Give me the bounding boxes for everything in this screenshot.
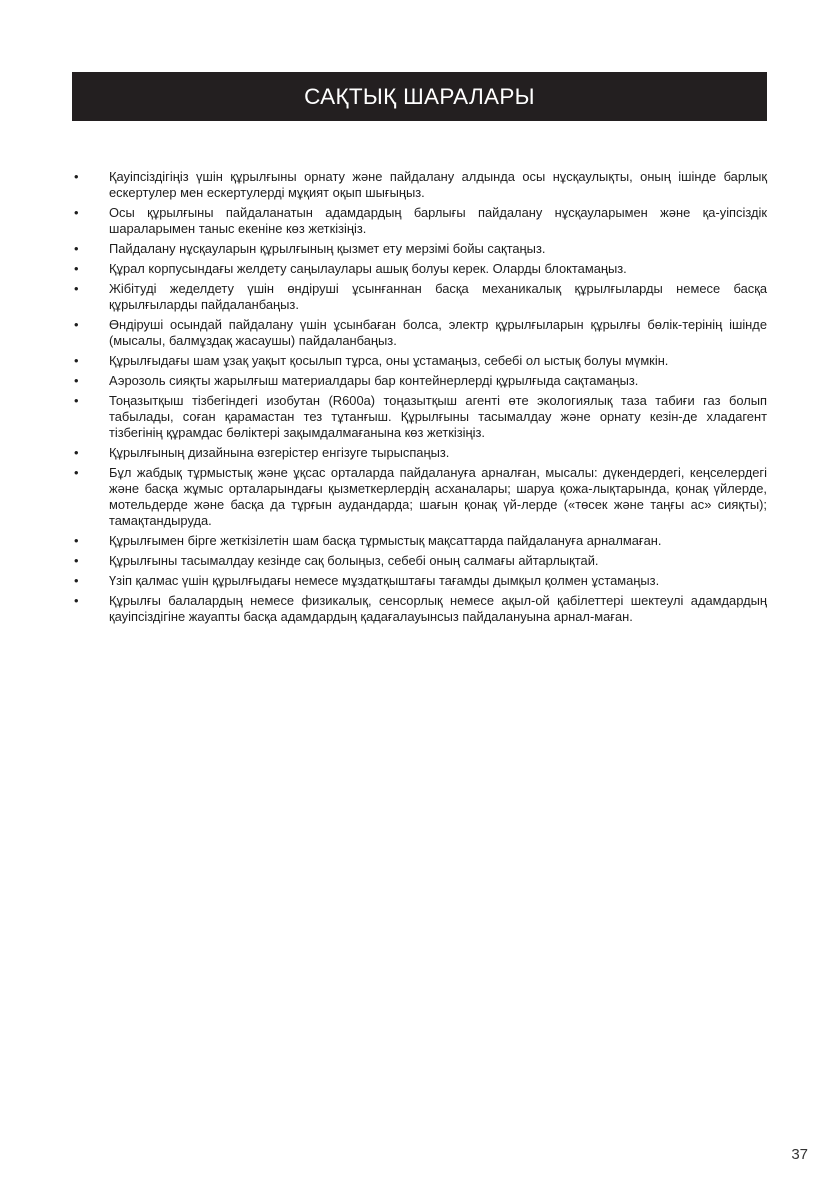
list-item-text: Құрылғыны тасымалдау кезінде сақ болыңыз, себебі оның салмағы айтарлықтай. bbox=[109, 553, 599, 568]
list-item bbox=[72, 373, 767, 389]
bullet-icon: • bbox=[74, 533, 79, 548]
bullet-icon: • bbox=[74, 241, 79, 256]
list-item bbox=[72, 205, 767, 237]
list-item bbox=[72, 317, 767, 349]
list-item-text: Бұл жабдық тұрмыстық және ұқсас орталарда пайдалануға арналған, мысалы: дүкендердегі, кеңселердегі және басқа жұмыс орталарындағы қызметкерлердің асханалары; шаруа қожа-лықтарында, қонақ үйлерде, мотельдерде және басқа да тұрғын аудандарда; шағын қонақ үй-лерде («төсек және таңғы ас» сияқты); тамақтандыруда. bbox=[109, 465, 767, 528]
bullet-icon: • bbox=[74, 373, 79, 388]
list-item-text: Құрал корпусындағы желдету саңылаулары ашық болуы керек. Оларды блоктамаңыз. bbox=[109, 261, 627, 276]
list-item-text: Құрылғымен бірге жеткізілетін шам басқа тұрмыстық мақсаттарда пайдалануға арналмаған. bbox=[109, 533, 662, 548]
list-item bbox=[72, 573, 767, 589]
bullet-icon: • bbox=[74, 205, 79, 220]
bullet-icon: • bbox=[74, 169, 79, 184]
page-number: 37 bbox=[791, 1146, 808, 1163]
list-item bbox=[72, 241, 767, 257]
bullet-icon: • bbox=[74, 393, 79, 408]
list-item bbox=[72, 445, 767, 461]
page-title: САҚТЫҚ ШАРАЛАРЫ bbox=[304, 83, 535, 109]
list-item bbox=[72, 281, 767, 313]
list-item-text: Құрылғыдағы шам ұзақ уақыт қосылып тұрса, оны ұстамаңыз, себебі ол ыстық болуы мүмкін. bbox=[109, 353, 669, 368]
list-item bbox=[72, 553, 767, 569]
bullet-icon: • bbox=[74, 553, 79, 568]
list-item-text: Осы құрылғыны пайдаланатын адамдардың барлығы пайдалану нұсқауларымен және қа-уіпсіздік шараларымен таныс екеніне көз жеткізіңіз. bbox=[109, 205, 767, 236]
list-item-text: Құрылғы балалардың немесе физикалық, сенсорлық немесе ақыл-ой қабілеттері шектеулі адамдардың қауіпсіздігіне жауапты басқа адамдардың қадағалауынсыз пайдалануына арнал-маған. bbox=[109, 593, 767, 624]
list-item bbox=[72, 353, 767, 369]
list-item-text: Тоңазытқыш тізбегіндегі изобутан (R600a) тоңазытқыш агенті өте экологиялық таза табиғи газ болып табылады, соған қарамастан тез тұтанғыш. Құрылғыны тасымалдау және орнату кезін-де хладагент тізбегінің құрамдас бөліктері зақымдалмағанына көз жеткізіңіз. bbox=[109, 393, 767, 440]
list-item bbox=[72, 393, 767, 441]
list-item bbox=[72, 533, 767, 549]
list-item-text: Құрылғының дизайнына өзгерістер енгізуге тырыспаңыз. bbox=[109, 445, 450, 460]
bullet-icon: • bbox=[74, 317, 79, 332]
bullet-icon: • bbox=[74, 445, 79, 460]
bullet-icon: • bbox=[74, 593, 79, 608]
precautions-list bbox=[72, 169, 767, 629]
list-item bbox=[72, 593, 767, 625]
bullet-icon: • bbox=[74, 281, 79, 296]
list-item-text: Пайдалану нұсқауларын құрылғының қызмет ету мерзімі бойы сақтаңыз. bbox=[109, 241, 546, 256]
list-item bbox=[72, 261, 767, 277]
list-item-text: Аэрозоль сияқты жарылғыш материалдары бар контейнерлерді құрылғыда сақтамаңыз. bbox=[109, 373, 639, 388]
bullet-icon: • bbox=[74, 465, 79, 480]
bullet-icon: • bbox=[74, 261, 79, 276]
bullet-icon: • bbox=[74, 353, 79, 368]
list-item-text: Өндіруші осындай пайдалану үшін ұсынбаған болса, электр құрылғыларын құрылғы бөлік-терінің ішінде (мысалы, балмұздақ жасаушы) пайдаланбаңыз. bbox=[109, 317, 767, 348]
list-item bbox=[72, 465, 767, 529]
list-item-text: Қауіпсіздігіңіз үшін құрылғыны орнату және пайдалану алдында осы нұсқаулықты, оның ішінде барлық ескертулер мен ескертулерді мұқият оқып шығыңыз. bbox=[109, 169, 767, 200]
list-item-text: Жібітуді жеделдету үшін өндіруші ұсынғаннан басқа механикалық құрылғыларды немесе басқа құрылғыларды пайдаланбаңыз. bbox=[109, 281, 767, 312]
list-item bbox=[72, 169, 767, 201]
section-header bbox=[72, 72, 767, 121]
bullet-icon: • bbox=[74, 573, 79, 588]
list-item-text: Үзіп қалмас үшін құрылғыдағы немесе мұздатқыштағы тағамды дымқыл қолмен ұстамаңыз. bbox=[109, 573, 660, 588]
